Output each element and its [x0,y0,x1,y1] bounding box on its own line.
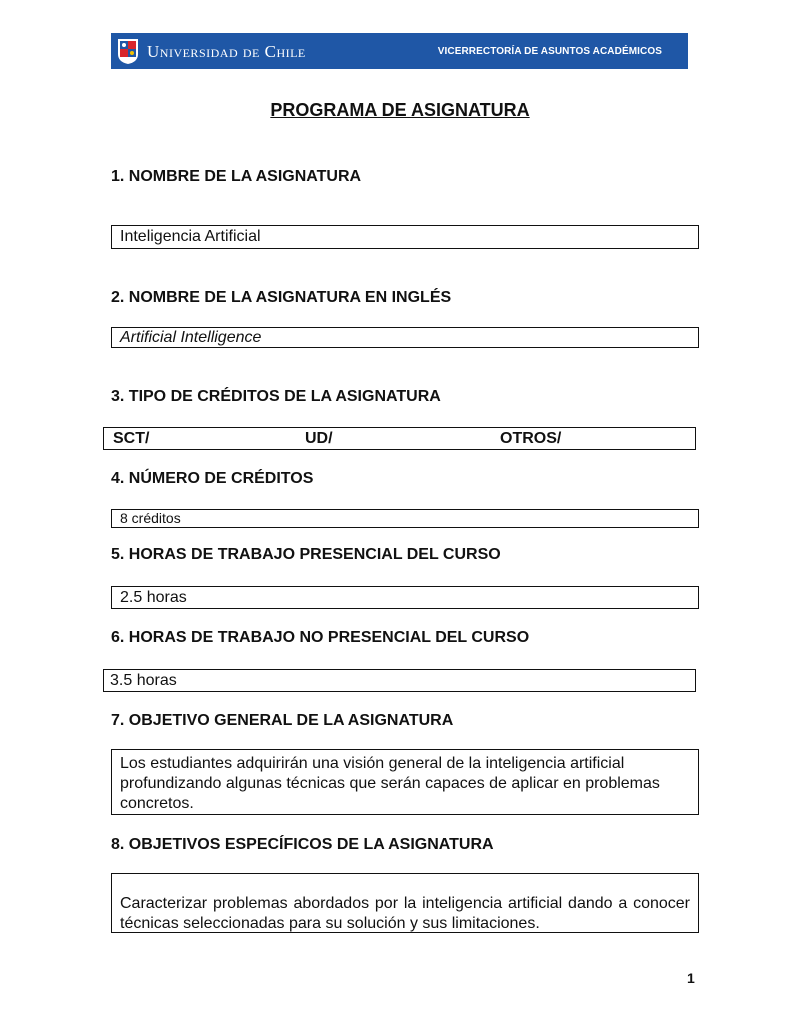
credit-type-box [103,427,696,450]
section-1-heading: 1. NOMBRE DE LA ASIGNATURA [111,168,362,185]
section-7-heading: 7. OBJETIVO GENERAL DE LA ASIGNATURA [111,712,454,729]
credit-type-ud: UD/ [305,430,333,447]
section-3-heading: 3. TIPO DE CRÉDITOS DE LA ASIGNATURA [111,388,441,405]
section-2-heading: 2. NOMBRE DE LA ASIGNATURA EN INGLÉS [111,289,452,306]
document-title: PROGRAMA DE ASIGNATURA [270,100,530,120]
section-4-value: 8 créditos [111,509,699,528]
section-6-heading: 6. HORAS DE TRABAJO NO PRESENCIAL DEL CURSO [111,629,530,646]
section-6-value: 3.5 horas [103,669,696,692]
header-banner [111,33,688,69]
credit-type-otros: OTROS/ [500,430,562,447]
section-2-value: Artificial Intelligence [111,327,699,348]
section-1-value: Inteligencia Artificial [111,225,699,249]
section-7-value: Los estudiantes adquirirán una visión general de la inteligencia artificial profundizando algunas técnicas que serán capaces de aplicar en problemas concretos. [111,749,699,815]
credit-type-sct: SCT/ [113,430,150,447]
section-8-value: Caracterizar problemas abordados por la inteligencia artificial dando a conocer técnicas seleccionadas para su solución y sus limitaciones. [111,873,699,933]
section-8-heading: 8. OBJETIVOS ESPECÍFICOS DE LA ASIGNATURA [111,836,494,853]
page-number: 1 [687,970,695,986]
university-crest-icon [117,38,139,65]
section-5-heading: 5. HORAS DE TRABAJO PRESENCIAL DEL CURSO [111,546,501,563]
section-4-heading: 4. NÚMERO DE CRÉDITOS [111,470,314,487]
department-name: VICERRECTORÍA DE ASUNTOS ACADÉMICOS [437,46,662,57]
section-5-value: 2.5 horas [111,586,699,609]
university-name: Universidad de Chile [147,42,306,61]
